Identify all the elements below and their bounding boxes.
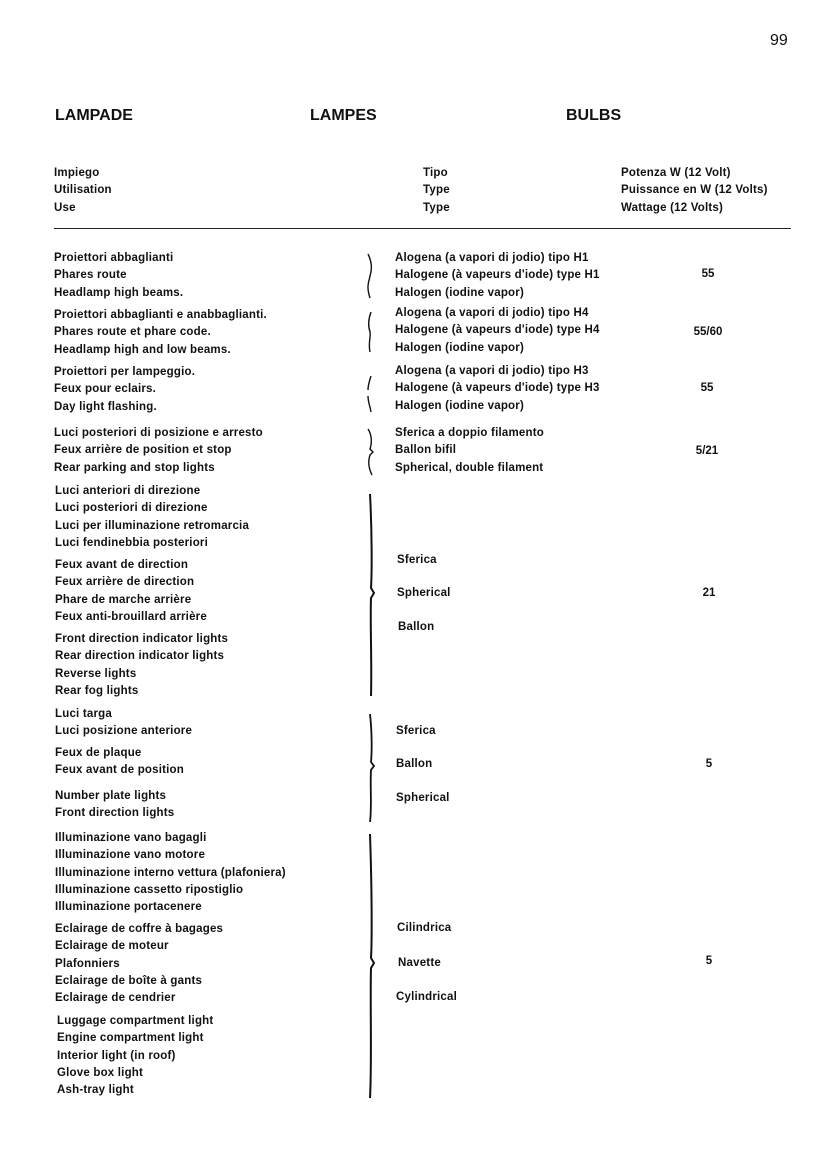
row-h4-use: [54, 307, 267, 359]
use-line: Phare de marche arrière: [55, 593, 192, 606]
header-use-en: Use: [54, 201, 76, 214]
type-line: Halogene (à vapeurs d'iode) type H4: [395, 324, 600, 337]
use-line: Phares route et phare code.: [54, 326, 211, 339]
row-plate-use-fr: [55, 745, 184, 780]
row-interior-wattage: 5: [705, 955, 713, 967]
use-line: Luci per illuminazione retromarcia: [55, 519, 250, 532]
brace-row-h1: [362, 252, 380, 302]
row-interior-use-en: [57, 1013, 213, 1099]
use-line: Feux de plaque: [55, 747, 142, 759]
row-stop-type: [395, 425, 544, 477]
type-line: Halogene (à vapeurs d'iode) type H3: [395, 382, 600, 395]
use-line: Front direction indicator lights: [55, 633, 229, 645]
row-h3-use: [54, 364, 195, 416]
row-indicators-type-0: Sferica: [397, 554, 437, 566]
row-h1-type: [395, 250, 600, 302]
use-line: Luci anteriori di direzione: [55, 485, 201, 497]
header-use: [54, 165, 112, 217]
use-line: Illuminazione vano bagagli: [55, 832, 207, 844]
type-line: Ballon bifil: [395, 444, 457, 457]
use-line: Plafonniers: [55, 957, 120, 970]
use-line: Headlamp high beams.: [54, 286, 184, 299]
use-line: Headlamp high and low beams.: [54, 343, 231, 356]
use-line: Eclairage de cendrier: [55, 992, 176, 1005]
use-line: Front direction lights: [55, 807, 175, 820]
use-line: Feux avant de direction: [55, 559, 189, 571]
use-line: Engine compartment light: [57, 1032, 204, 1045]
use-line: Feux avant de position: [55, 764, 185, 777]
row-plate-wattage: 5: [705, 758, 713, 770]
use-line: Luci posizione anteriore: [55, 725, 193, 738]
use-line: Rear direction indicator lights: [55, 650, 225, 663]
row-plate-type-0: Sferica: [396, 725, 436, 737]
row-indicators-use-en: [55, 631, 228, 700]
use-line: Luci targa: [55, 708, 112, 720]
type-line: Sferica a doppio filamento: [395, 427, 544, 439]
brace-row-stop: [362, 427, 380, 477]
type-line: Halogene (à vapeurs d'iode) type H1: [395, 269, 600, 282]
use-line: Eclairage de boîte à gants: [55, 974, 203, 987]
row-indicators-use-fr: [55, 557, 207, 626]
page-number: 99: [770, 32, 788, 49]
use-line: Luci fendinebbia posteriori: [55, 536, 208, 549]
use-line: Feux anti-brouillard arrière: [55, 610, 207, 623]
header-use-it: Impiego: [54, 167, 100, 179]
brace-row-h3: [362, 374, 380, 414]
row-plate-use-it: [55, 706, 192, 741]
title-french: LAMPES: [310, 107, 377, 124]
row-h1-use: [54, 250, 183, 302]
row-indicators-type-2: Ballon: [398, 621, 435, 633]
brace-row-indicators: [362, 492, 382, 698]
title-italian: LAMPADE: [55, 107, 133, 124]
row-h3-type: [395, 363, 600, 415]
row-h3-wattage: 55: [700, 382, 714, 394]
use-line: Phares route: [54, 269, 127, 282]
header-divider: [54, 228, 791, 229]
brace-row-h4: [362, 310, 380, 354]
header-type: [423, 165, 450, 217]
type-line: Alogena (a vapori di jodio) tipo H4: [395, 307, 589, 319]
header-type-it: Tipo: [423, 167, 448, 179]
row-interior-use-it: [55, 830, 286, 916]
row-stop-use: [54, 425, 263, 477]
row-indicators-type-1: Spherical: [397, 587, 451, 599]
row-interior-use-fr: [55, 921, 223, 1007]
use-line: Illuminazione interno vettura (plafoniera): [55, 866, 286, 879]
row-indicators-use-it: [55, 483, 249, 552]
use-line: Reverse lights: [55, 667, 137, 680]
row-stop-wattage: 5/21: [695, 445, 719, 457]
header-wattage: [621, 165, 768, 217]
type-line: Alogena (a vapori di jodio) tipo H1: [395, 252, 589, 264]
use-line: Luggage compartment light: [57, 1015, 214, 1027]
use-line: Luci posteriori di direzione: [55, 502, 208, 515]
row-interior-type-1: Navette: [398, 957, 441, 969]
header-wattage-it: Potenza W (12 Volt): [621, 167, 731, 179]
row-h1-wattage: 55: [701, 268, 715, 280]
brace-row-interior: [362, 832, 382, 1100]
type-line: Alogena (a vapori di jodio) tipo H3: [395, 365, 589, 377]
type-line: Halogen (iodine vapor): [395, 341, 524, 354]
row-h4-wattage: 55/60: [693, 326, 723, 338]
use-line: Feux pour eclairs.: [54, 383, 157, 396]
use-line: Rear parking and stop lights: [54, 461, 215, 474]
row-interior-type-0: Cilindrica: [397, 922, 452, 934]
use-line: Illuminazione vano motore: [55, 849, 206, 862]
title-english: BULBS: [566, 107, 622, 124]
use-line: Eclairage de coffre à bagages: [55, 923, 224, 935]
use-line: Proiettori abbaglianti e anabbaglianti.: [54, 309, 267, 321]
header-type-fr: Type: [423, 184, 450, 197]
header-wattage-en: Wattage (12 Volts): [621, 201, 724, 214]
row-plate-use-en: [55, 788, 174, 823]
use-line: Illuminazione portacenere: [55, 901, 202, 914]
use-line: Luci posteriori di posizione e arresto: [54, 427, 263, 439]
use-line: Rear fog lights: [55, 684, 139, 697]
use-line: Number plate lights: [55, 790, 167, 802]
brace-row-plate: [362, 712, 382, 824]
row-plate-type-1: Ballon: [396, 758, 433, 770]
header-type-en: Type: [423, 201, 450, 214]
use-line: Day light flashing.: [54, 400, 157, 413]
header-wattage-fr: Puissance en W (12 Volts): [621, 184, 768, 197]
use-line: Feux arrière de position et stop: [54, 444, 232, 457]
use-line: Feux arrière de direction: [55, 576, 195, 589]
type-line: Halogen (iodine vapor): [395, 286, 524, 299]
use-line: Glove box light: [57, 1066, 144, 1079]
use-line: Eclairage de moteur: [55, 940, 169, 953]
type-line: Halogen (iodine vapor): [395, 399, 524, 412]
use-line: Proiettori abbaglianti: [54, 252, 174, 264]
use-line: Ash-tray light: [57, 1084, 134, 1097]
use-line: Interior light (in roof): [57, 1049, 176, 1062]
use-line: Proiettori per lampeggio.: [54, 366, 196, 378]
header-use-fr: Utilisation: [54, 184, 112, 197]
row-indicators-wattage: 21: [702, 587, 716, 599]
row-interior-type-2: Cylindrical: [396, 991, 457, 1003]
row-h4-type: [395, 305, 600, 357]
row-plate-type-2: Spherical: [396, 792, 450, 804]
use-line: Illuminazione cassetto ripostiglio: [55, 883, 244, 896]
type-line: Spherical, double filament: [395, 461, 544, 474]
